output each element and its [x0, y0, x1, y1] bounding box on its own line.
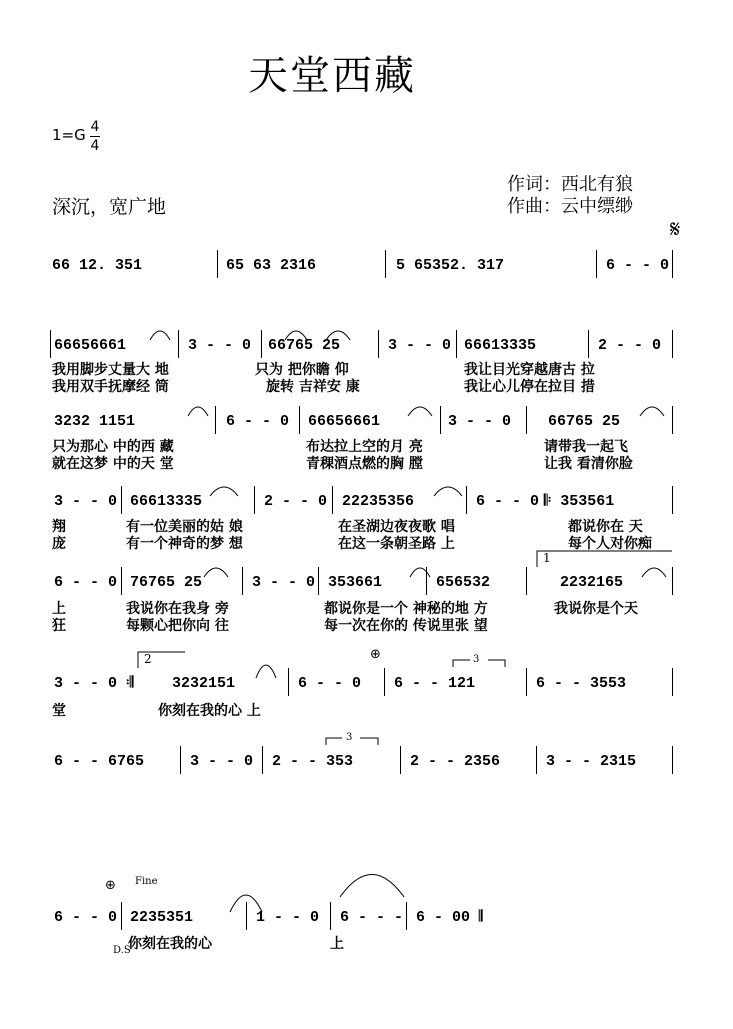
- slur: [150, 331, 170, 340]
- slur: [340, 875, 404, 898]
- triplet-bracket: [453, 660, 505, 667]
- measure: 3 - - 0 𝄇: [54, 675, 134, 692]
- measure: 1 - - 0: [256, 908, 320, 926]
- composer-credit: 作曲：云中缥缈: [507, 196, 633, 217]
- measure: 6 - - 3553: [536, 674, 627, 692]
- slur: [434, 487, 462, 496]
- measure: 2 - - 2356: [410, 752, 501, 770]
- tempo-marking: 深沉，宽广地: [52, 196, 167, 218]
- measure: 6 - 00 𝄂: [416, 909, 483, 926]
- measure: 66613335: [130, 492, 203, 510]
- measure: 2 - - 353: [272, 752, 354, 770]
- coda-icon: ⊕: [105, 878, 116, 893]
- slur: [642, 568, 666, 577]
- triplet-bracket: [326, 738, 378, 745]
- time-signature-top: 4: [90, 119, 100, 135]
- measure: 6 - - 6765: [54, 752, 145, 770]
- slur: [230, 895, 262, 912]
- measure: 656532: [436, 573, 491, 591]
- measure: 3 - - 0: [190, 752, 254, 770]
- measure: 6 - - 0: [606, 256, 670, 274]
- measure: 3 - - 0: [252, 573, 316, 591]
- measure: 3232 1151: [54, 412, 136, 430]
- measure: 66656661: [54, 336, 127, 354]
- fine-marking: Fine: [135, 876, 158, 887]
- segno-icon: 𝄋: [670, 215, 681, 243]
- measure: 66 12. 351: [52, 256, 143, 274]
- measure: 2235351: [130, 908, 194, 926]
- triplet-label: 3: [346, 732, 353, 743]
- measure: 6 - - 0: [298, 674, 362, 692]
- volta-1-label: 1: [543, 551, 551, 565]
- measure: 3232151: [172, 674, 236, 692]
- measure: 3 - - 0: [188, 336, 252, 354]
- triplet-label: 3: [473, 654, 480, 665]
- slur: [188, 407, 208, 416]
- measure: 65 63 2316: [226, 256, 317, 274]
- measure: 2 - - 0: [598, 336, 662, 354]
- measure: 𝄆 353561: [544, 493, 615, 510]
- measure: 2 - - 0: [264, 492, 328, 510]
- measure: 3 - - 2315: [546, 752, 637, 770]
- slur: [285, 331, 307, 340]
- slur: [408, 407, 432, 416]
- slur: [256, 665, 276, 678]
- song-title: 天堂西藏: [248, 53, 416, 99]
- measure: 66765 25: [268, 336, 341, 354]
- measure: 6 - - 0: [54, 573, 118, 591]
- lyricist-credit: 作词：西北有狼: [507, 174, 633, 195]
- slur: [204, 568, 228, 577]
- ds-marking: D.S: [113, 945, 131, 956]
- volta-2-bracket: [138, 652, 185, 668]
- measure: 2232165: [560, 573, 624, 591]
- measure: 353661: [328, 573, 383, 591]
- coda-icon: ⊕: [370, 647, 381, 662]
- measure: 3 - - 0: [448, 412, 512, 430]
- measure: 6 - - 0: [226, 412, 290, 430]
- measure: 5 65352. 317: [396, 256, 505, 274]
- measure: 6 - - 121: [394, 674, 476, 692]
- measure: 66765 25: [548, 412, 621, 430]
- slur: [410, 568, 430, 577]
- measure: 3 - - 0: [54, 492, 118, 510]
- slur: [326, 331, 350, 340]
- time-signature-bottom: 4: [90, 138, 100, 154]
- volta-1-bracket: [537, 551, 672, 567]
- slur: [210, 487, 238, 496]
- key-signature: 1=G: [52, 126, 86, 144]
- measure: 6 - - 0: [54, 908, 118, 926]
- measure: 22235356: [342, 492, 415, 510]
- measure: 6 - - -: [340, 908, 404, 926]
- measure: 76765 25: [130, 573, 203, 591]
- slur: [640, 407, 664, 416]
- measure: 66613335: [464, 336, 537, 354]
- measure: 6 - - 0: [476, 492, 540, 510]
- measure: 66656661: [308, 412, 381, 430]
- measure: 3 - - 0: [388, 336, 452, 354]
- volta-2-label: 2: [144, 652, 152, 666]
